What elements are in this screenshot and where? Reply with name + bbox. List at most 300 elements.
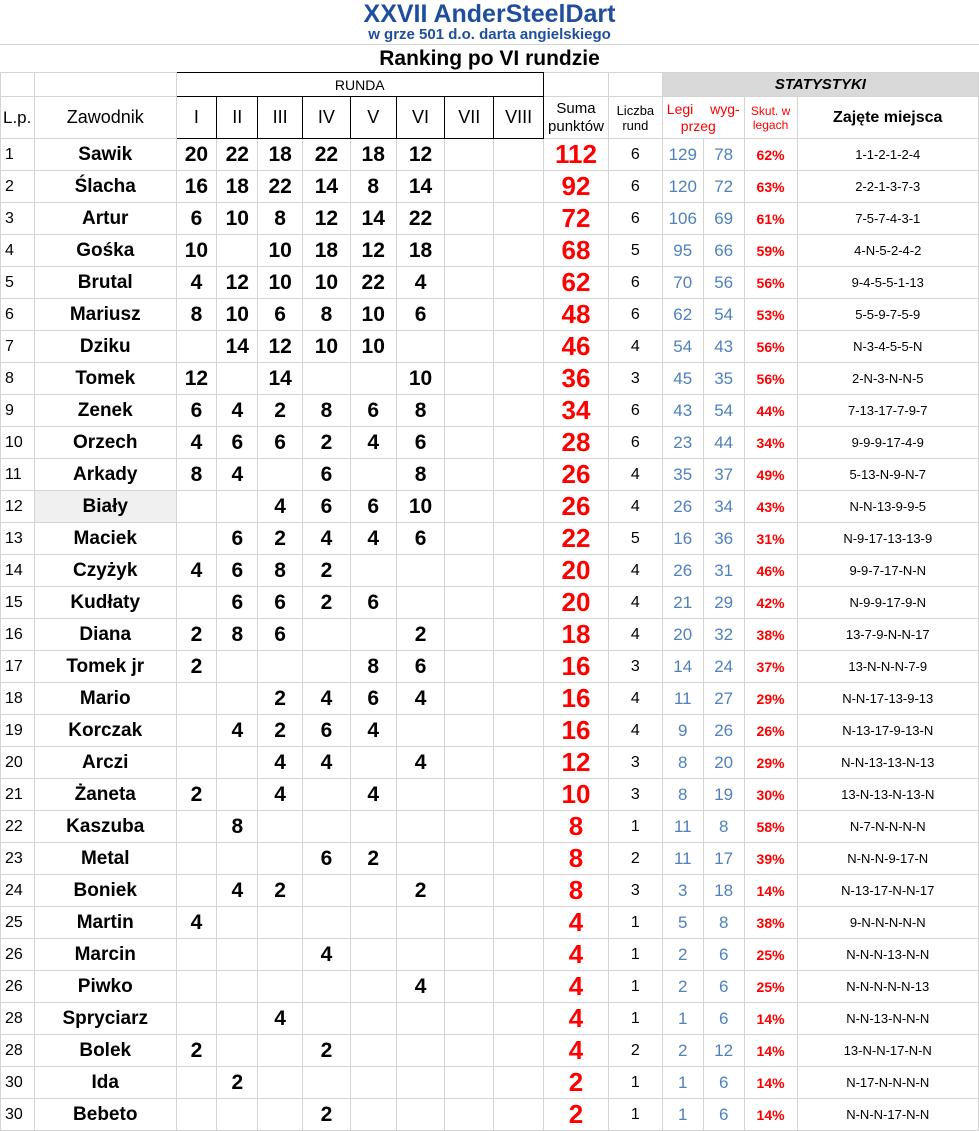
round-score <box>350 971 396 1003</box>
round-score: 6 <box>217 427 258 459</box>
round-score <box>396 587 445 619</box>
round-score <box>445 427 494 459</box>
lp-cell: 16 <box>1 619 35 651</box>
round-score <box>258 971 303 1003</box>
round-score <box>303 1067 351 1099</box>
round-score <box>445 459 494 491</box>
legs-won: 35 <box>662 459 703 491</box>
round-score <box>350 459 396 491</box>
round-score <box>445 555 494 587</box>
table-row <box>1 363 979 395</box>
table-row <box>1 171 979 203</box>
round-score <box>217 843 258 875</box>
legs-lost: 6 <box>703 1067 744 1099</box>
round-score: 6 <box>176 203 217 235</box>
total-points: 28 <box>544 427 609 459</box>
round-score: 4 <box>217 459 258 491</box>
round-score: 4 <box>396 683 445 715</box>
placements: N-9-9-17-9-N <box>797 587 979 619</box>
legs-lost: 44 <box>703 427 744 459</box>
leg-efficiency: 14% <box>744 1003 797 1035</box>
round-score: 6 <box>258 619 303 651</box>
round-score <box>176 971 217 1003</box>
total-points: 8 <box>544 875 609 907</box>
player-name: Biały <box>34 491 176 523</box>
round-score: 2 <box>258 715 303 747</box>
leg-efficiency: 56% <box>744 267 797 299</box>
player-name: Żaneta <box>34 779 176 811</box>
round-header: III <box>258 97 303 139</box>
round-score: 14 <box>396 171 445 203</box>
leg-efficiency: 25% <box>744 939 797 971</box>
sheet-title: XXVII AnderSteelDart <box>363 0 616 28</box>
round-score: 6 <box>350 491 396 523</box>
round-score <box>445 907 494 939</box>
table-row <box>1 203 979 235</box>
round-score <box>350 1067 396 1099</box>
round-score <box>494 363 544 395</box>
total-points: 18 <box>544 619 609 651</box>
rounds-played: 6 <box>608 267 662 299</box>
przeg-label: przeg <box>680 117 716 134</box>
round-score <box>445 139 494 171</box>
round-score <box>445 939 494 971</box>
total-points: 2 <box>544 1067 609 1099</box>
statystyki-header: STATYSTYKI <box>662 73 978 97</box>
table-row <box>1 299 979 331</box>
round-score: 4 <box>176 907 217 939</box>
round-score <box>396 1067 445 1099</box>
round-score: 4 <box>217 715 258 747</box>
legs-lost: 43 <box>703 331 744 363</box>
rounds-played: 4 <box>608 619 662 651</box>
round-score <box>445 747 494 779</box>
legs-won: 106 <box>662 203 703 235</box>
round-score: 2 <box>258 523 303 555</box>
round-score <box>258 811 303 843</box>
round-score <box>303 1003 351 1035</box>
round-score <box>176 523 217 555</box>
table-row <box>1 939 979 971</box>
player-name: Sawik <box>34 139 176 171</box>
round-score: 4 <box>176 555 217 587</box>
placements: 9-9-9-17-4-9 <box>797 427 979 459</box>
round-score <box>445 395 494 427</box>
placements: 5-5-9-7-5-9 <box>797 299 979 331</box>
round-score <box>176 843 217 875</box>
legs-won: 16 <box>662 523 703 555</box>
placements: 13-N-13-N-13-N <box>797 779 979 811</box>
round-score <box>350 363 396 395</box>
round-score: 4 <box>176 427 217 459</box>
round-score: 4 <box>258 491 303 523</box>
round-score <box>396 1035 445 1067</box>
rounds-played: 4 <box>608 491 662 523</box>
round-score: 4 <box>396 267 445 299</box>
round-score <box>303 651 351 683</box>
round-score <box>217 363 258 395</box>
placements: 4-N-5-2-4-2 <box>797 235 979 267</box>
round-score <box>217 939 258 971</box>
rounds-played: 4 <box>608 683 662 715</box>
round-score: 12 <box>176 363 217 395</box>
round-score <box>494 1003 544 1035</box>
table-row <box>1 619 979 651</box>
round-score: 6 <box>350 395 396 427</box>
round-score: 18 <box>396 235 445 267</box>
round-score: 4 <box>303 683 351 715</box>
round-score <box>217 235 258 267</box>
round-score <box>494 427 544 459</box>
round-score <box>494 587 544 619</box>
legs-won: 11 <box>662 811 703 843</box>
table-row <box>1 267 979 299</box>
round-score: 10 <box>350 299 396 331</box>
table-row <box>1 331 979 363</box>
round-score: 22 <box>303 139 351 171</box>
player-name: Gośka <box>34 235 176 267</box>
leg-efficiency: 44% <box>744 395 797 427</box>
placements: N-N-13-9-9-5 <box>797 491 979 523</box>
total-points: 26 <box>544 459 609 491</box>
legs-lost: 8 <box>703 811 744 843</box>
legs-won: 26 <box>662 491 703 523</box>
round-score <box>494 747 544 779</box>
round-score: 6 <box>396 523 445 555</box>
round-score: 4 <box>396 747 445 779</box>
table-row <box>1 139 979 171</box>
lp-cell: 1 <box>1 139 35 171</box>
round-score <box>217 1099 258 1131</box>
lp-cell: 25 <box>1 907 35 939</box>
table-row <box>1 1003 979 1035</box>
round-score <box>494 555 544 587</box>
round-score <box>258 907 303 939</box>
legs-lost: 54 <box>703 299 744 331</box>
rounds-played: 1 <box>608 1003 662 1035</box>
round-score <box>217 491 258 523</box>
round-score: 2 <box>258 683 303 715</box>
round-score <box>445 299 494 331</box>
round-score <box>303 971 351 1003</box>
round-score: 2 <box>396 875 445 907</box>
total-points: 36 <box>544 363 609 395</box>
leg-efficiency: 43% <box>744 491 797 523</box>
lp-cell: 3 <box>1 203 35 235</box>
leg-efficiency: 31% <box>744 523 797 555</box>
round-score <box>494 491 544 523</box>
legs-lost: 34 <box>703 491 744 523</box>
round-score <box>494 779 544 811</box>
legs-lost: 19 <box>703 779 744 811</box>
round-score: 2 <box>303 1035 351 1067</box>
round-score <box>350 1099 396 1131</box>
round-score <box>396 555 445 587</box>
table-row <box>1 779 979 811</box>
legs-won: 95 <box>662 235 703 267</box>
round-score <box>445 843 494 875</box>
round-score: 8 <box>350 171 396 203</box>
total-points: 2 <box>544 1099 609 1131</box>
legs-lost: 24 <box>703 651 744 683</box>
round-score: 6 <box>217 555 258 587</box>
round-score <box>217 747 258 779</box>
round-score: 8 <box>303 299 351 331</box>
placements: N-N-N-N-N-13 <box>797 971 979 1003</box>
leg-efficiency: 53% <box>744 299 797 331</box>
round-score <box>396 843 445 875</box>
round-score <box>445 1035 494 1067</box>
player-name: Ślacha <box>34 171 176 203</box>
round-score: 4 <box>396 971 445 1003</box>
placements: N-13-17-N-N-17 <box>797 875 979 907</box>
round-score <box>176 939 217 971</box>
round-score <box>445 619 494 651</box>
round-score <box>396 811 445 843</box>
skut-header: Skut. w legach <box>744 97 797 139</box>
legs-won: 45 <box>662 363 703 395</box>
round-score <box>258 939 303 971</box>
rounds-played: 3 <box>608 747 662 779</box>
round-score <box>494 1035 544 1067</box>
legs-lost: 18 <box>703 875 744 907</box>
player-name: Kaszuba <box>34 811 176 843</box>
round-score: 10 <box>176 235 217 267</box>
player-name: Kudłaty <box>34 587 176 619</box>
lp-cell: 2 <box>1 171 35 203</box>
zawodnik-header: Zawodnik <box>34 97 176 139</box>
round-score <box>258 651 303 683</box>
round-score: 22 <box>258 171 303 203</box>
rounds-played: 4 <box>608 555 662 587</box>
round-header: VI <box>396 97 445 139</box>
rounds-played: 6 <box>608 395 662 427</box>
placements: 7-5-7-4-3-1 <box>797 203 979 235</box>
round-score: 6 <box>350 683 396 715</box>
round-score: 8 <box>303 395 351 427</box>
legs-won: 14 <box>662 651 703 683</box>
round-score: 10 <box>303 331 351 363</box>
legs-won: 11 <box>662 683 703 715</box>
round-score <box>445 235 494 267</box>
leg-efficiency: 42% <box>744 587 797 619</box>
total-points: 112 <box>544 139 609 171</box>
round-score: 6 <box>217 587 258 619</box>
total-points: 16 <box>544 651 609 683</box>
rounds-played: 4 <box>608 331 662 363</box>
total-points: 4 <box>544 1003 609 1035</box>
player-name: Dziku <box>34 331 176 363</box>
round-score: 2 <box>303 587 351 619</box>
round-score <box>494 619 544 651</box>
round-score: 4 <box>217 395 258 427</box>
lp-cell: 9 <box>1 395 35 427</box>
legs-won: 1 <box>662 1067 703 1099</box>
sheet-subtitle: w grze 501 d.o. darta angielskiego <box>368 26 611 43</box>
legs-lost: 35 <box>703 363 744 395</box>
round-score <box>445 875 494 907</box>
table-row <box>1 555 979 587</box>
legs-won: 3 <box>662 875 703 907</box>
table-row <box>1 843 979 875</box>
legs-lost: 6 <box>703 1003 744 1035</box>
table-row <box>1 427 979 459</box>
round-score: 10 <box>217 203 258 235</box>
round-score <box>445 651 494 683</box>
table-row <box>1 1099 979 1131</box>
round-score: 8 <box>217 619 258 651</box>
round-score <box>217 651 258 683</box>
round-score <box>258 1067 303 1099</box>
total-points: 22 <box>544 523 609 555</box>
blank-cell <box>34 73 176 97</box>
rounds-played: 5 <box>608 235 662 267</box>
table-row <box>1 651 979 683</box>
legs-won: 2 <box>662 1035 703 1067</box>
round-score: 8 <box>258 555 303 587</box>
round-header: I <box>176 97 217 139</box>
round-score <box>445 267 494 299</box>
total-points: 26 <box>544 491 609 523</box>
total-points: 68 <box>544 235 609 267</box>
ranking-table <box>0 72 979 1131</box>
round-score: 6 <box>258 427 303 459</box>
round-score: 6 <box>396 651 445 683</box>
legs-lost: 6 <box>703 971 744 1003</box>
table-row <box>1 235 979 267</box>
round-score <box>494 1067 544 1099</box>
round-score: 12 <box>217 267 258 299</box>
placements: 9-4-5-5-1-13 <box>797 267 979 299</box>
legs-lost: 31 <box>703 555 744 587</box>
leg-efficiency: 30% <box>744 779 797 811</box>
round-score: 6 <box>396 299 445 331</box>
total-points: 4 <box>544 907 609 939</box>
leg-efficiency: 56% <box>744 363 797 395</box>
legs-lost: 12 <box>703 1035 744 1067</box>
legs-won: 2 <box>662 971 703 1003</box>
legs-lost: 6 <box>703 939 744 971</box>
player-name: Spryciarz <box>34 1003 176 1035</box>
round-score <box>445 779 494 811</box>
placements: 9-N-N-N-N-N <box>797 907 979 939</box>
table-row <box>1 1067 979 1099</box>
round-score: 10 <box>258 235 303 267</box>
legs-won: 1 <box>662 1003 703 1035</box>
blank-cell <box>1 73 35 97</box>
round-score: 2 <box>176 1035 217 1067</box>
total-points: 46 <box>544 331 609 363</box>
lp-cell: 12 <box>1 491 35 523</box>
round-score: 12 <box>303 203 351 235</box>
round-score <box>494 843 544 875</box>
round-score: 4 <box>258 779 303 811</box>
round-score: 8 <box>258 203 303 235</box>
leg-efficiency: 61% <box>744 203 797 235</box>
player-name: Arczi <box>34 747 176 779</box>
round-score <box>303 619 351 651</box>
leg-efficiency: 39% <box>744 843 797 875</box>
round-score <box>258 1099 303 1131</box>
round-score: 4 <box>303 747 351 779</box>
round-score: 22 <box>350 267 396 299</box>
round-score <box>445 683 494 715</box>
round-score: 2 <box>217 1067 258 1099</box>
legs-won: 23 <box>662 427 703 459</box>
table-row <box>1 491 979 523</box>
player-name: Tomek jr <box>34 651 176 683</box>
round-score: 2 <box>303 427 351 459</box>
round-header: VII <box>445 97 494 139</box>
lp-cell: 15 <box>1 587 35 619</box>
leg-efficiency: 29% <box>744 683 797 715</box>
legs-won: 8 <box>662 747 703 779</box>
round-score: 4 <box>350 779 396 811</box>
round-score <box>445 811 494 843</box>
round-score <box>494 875 544 907</box>
table-row <box>1 875 979 907</box>
blank-cell <box>608 73 662 97</box>
player-name: Marcin <box>34 939 176 971</box>
placements: 2-2-1-3-7-3 <box>797 171 979 203</box>
round-score <box>445 491 494 523</box>
rounds-played: 6 <box>608 171 662 203</box>
player-name: Artur <box>34 203 176 235</box>
round-score <box>445 331 494 363</box>
legs-lost: 27 <box>703 683 744 715</box>
total-points: 16 <box>544 715 609 747</box>
round-score <box>494 235 544 267</box>
total-points: 92 <box>544 171 609 203</box>
round-score <box>176 587 217 619</box>
round-score <box>258 843 303 875</box>
round-score: 18 <box>258 139 303 171</box>
round-score: 16 <box>176 171 217 203</box>
lp-header: L.p. <box>1 97 35 139</box>
round-score: 8 <box>396 459 445 491</box>
round-score <box>176 1067 217 1099</box>
round-score: 10 <box>396 491 445 523</box>
legs-won: 8 <box>662 779 703 811</box>
table-row <box>1 683 979 715</box>
wyg-label: wyg- <box>710 100 740 117</box>
leg-efficiency: 37% <box>744 651 797 683</box>
legs-lost: 26 <box>703 715 744 747</box>
table-row <box>1 811 979 843</box>
leg-efficiency: 14% <box>744 1067 797 1099</box>
sheet-heading: Ranking po VI rundzie <box>0 44 979 73</box>
player-name: Metal <box>34 843 176 875</box>
legs-lost: 17 <box>703 843 744 875</box>
round-score <box>350 1003 396 1035</box>
round-score <box>176 875 217 907</box>
round-score <box>396 331 445 363</box>
round-score: 2 <box>258 875 303 907</box>
player-name: Tomek <box>34 363 176 395</box>
round-score <box>445 1003 494 1035</box>
lp-cell: 22 <box>1 811 35 843</box>
round-score: 2 <box>396 619 445 651</box>
leg-efficiency: 59% <box>744 235 797 267</box>
round-score <box>176 491 217 523</box>
round-score: 12 <box>350 235 396 267</box>
total-points: 4 <box>544 939 609 971</box>
legs-lost: 72 <box>703 171 744 203</box>
round-score: 12 <box>396 139 445 171</box>
round-score <box>494 683 544 715</box>
round-score <box>176 1003 217 1035</box>
lp-cell: 28 <box>1 1003 35 1035</box>
